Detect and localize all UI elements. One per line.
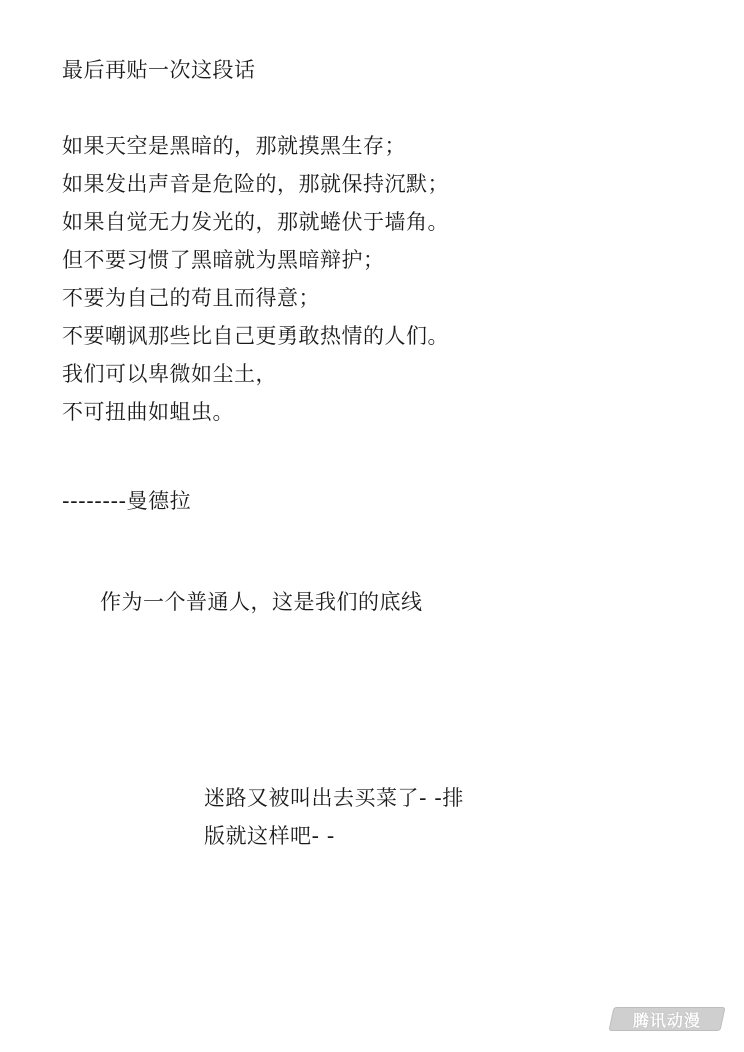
author-note-line-2: 版就这样吧- - — [204, 824, 335, 848]
poem-line: 不可扭曲如蛆虫。 — [62, 400, 234, 424]
watermark-badge — [608, 1007, 725, 1031]
author-note-line-1: 迷路又被叫出去买菜了- -排 — [204, 786, 464, 810]
watermark-text: 腾讯动漫 — [632, 1010, 701, 1030]
poem-line: 如果自觉无力发光的，那就蜷伏于墙角。 — [62, 210, 449, 234]
poem-line: 如果天空是黑暗的，那就摸黑生存； — [62, 134, 406, 158]
bottom-line-statement: 作为一个普通人，这是我们的底线 — [100, 590, 423, 614]
poem-line: 如果发出声音是危险的，那就保持沉默； — [62, 172, 449, 196]
poem-line: 但不要习惯了黑暗就为黑暗辩护； — [62, 248, 385, 272]
watermark-logo — [610, 1006, 724, 1032]
attribution: --------曼德拉 — [62, 489, 192, 513]
poem-line: 我们可以卑微如尘土， — [62, 362, 277, 386]
page-title: 最后再贴一次这段话 — [62, 58, 256, 82]
poem-line: 不要为自己的苟且而得意； — [62, 286, 320, 310]
poem-line: 不要嘲讽那些比自己更勇敢热情的人们。 — [62, 324, 449, 348]
